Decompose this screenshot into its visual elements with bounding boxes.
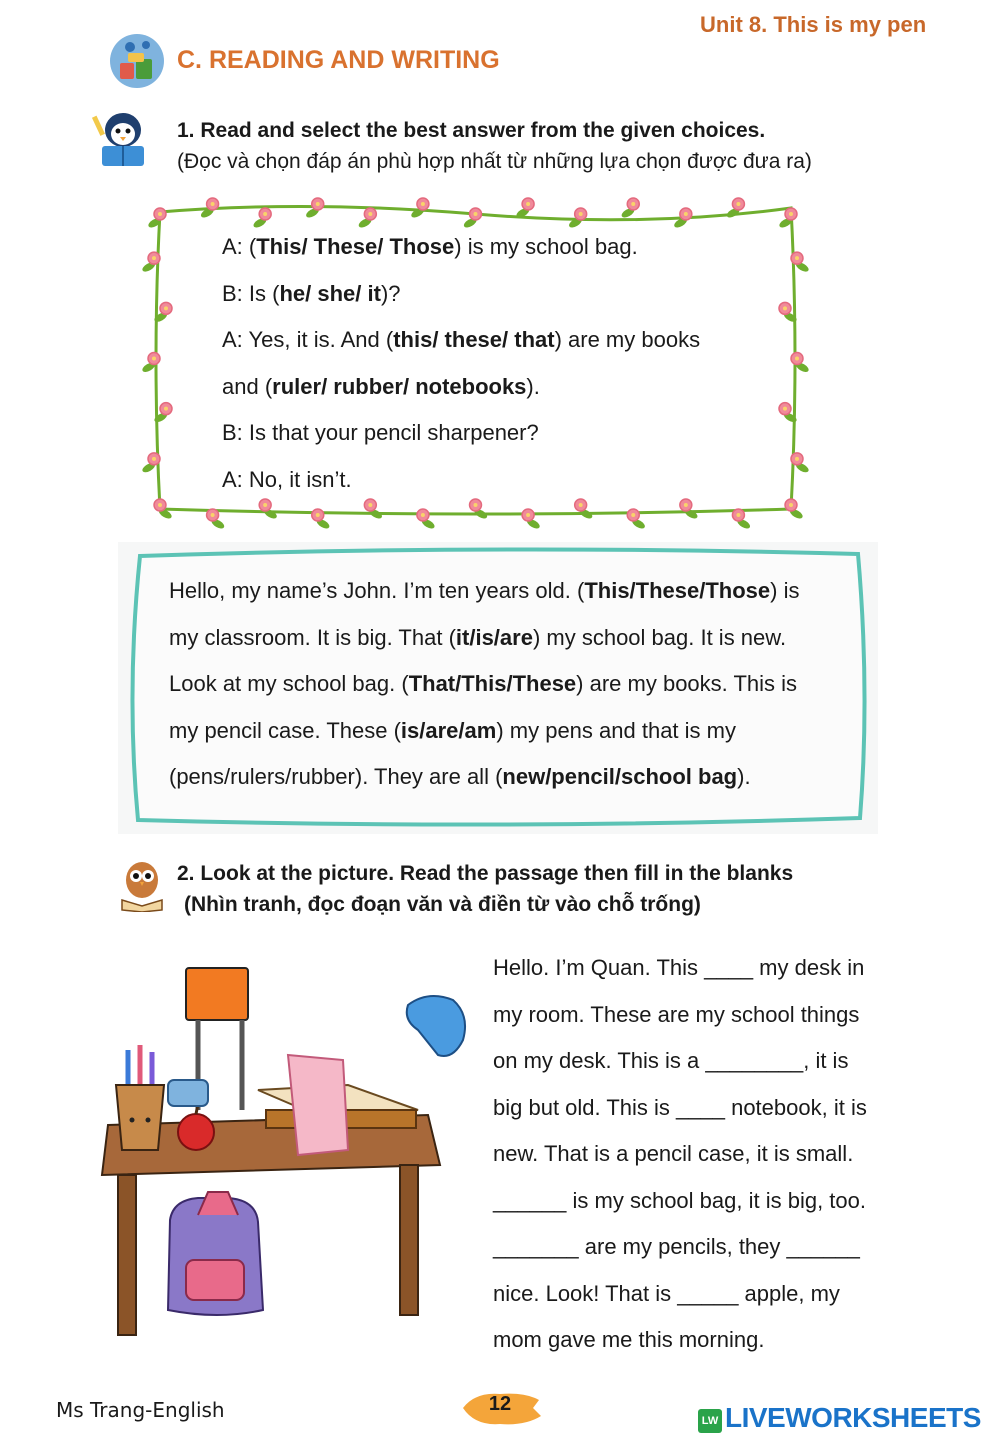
task1-title: 1. Read and select the best answer from the given choices.: [177, 119, 766, 142]
flower-center: [164, 407, 168, 411]
passage-line: [169, 661, 799, 708]
flower-center: [158, 212, 162, 216]
flower-center: [631, 202, 635, 206]
flower-center: [421, 513, 425, 517]
passage-2-line: my room. These are my school things: [493, 1001, 860, 1027]
flower-center: [368, 212, 372, 216]
answer-choices: That/This/These: [408, 671, 577, 696]
line-text: ) my school bag. It is new.: [532, 624, 787, 650]
passage-2-line: nice. Look! That is _____ apple, my: [493, 1280, 840, 1306]
passage-1: [169, 568, 799, 801]
flower-center: [526, 513, 530, 517]
task1-subtitle: (Đọc và chọn đáp án phù hợp nhất từ những lựa chọn được đưa ra): [177, 150, 812, 173]
flower-center: [684, 212, 688, 216]
dialogue-line: [222, 410, 700, 457]
flower-center: [789, 212, 793, 216]
flower-center: [211, 202, 215, 206]
passage-2-line: on my desk. This is a ________, it is: [493, 1048, 849, 1073]
line-text: ) is: [770, 578, 800, 603]
flower-center: [795, 256, 799, 260]
penguin-reading-icon: [92, 108, 154, 170]
answer-choices: this/ these/ that: [393, 327, 555, 352]
dialogue-line: [222, 457, 700, 504]
passage-2-line: Hello. I’m Quan. This ____ my desk in: [493, 955, 865, 980]
answer-choices: he/ she/ it: [279, 280, 381, 306]
line-text: ) are my books. This is: [576, 671, 798, 696]
answer-choices: This/ These/ Those: [256, 234, 455, 259]
passage-line: [169, 708, 799, 755]
flower-center: [579, 503, 583, 507]
dialogue-line: [222, 364, 700, 411]
flower-center: [579, 212, 583, 216]
passage-2-line: ______ is my school bag, it is big, too.: [493, 1187, 866, 1213]
desk-illustration: [98, 960, 478, 1350]
flower-center: [316, 513, 320, 517]
flower-center: [684, 503, 688, 507]
flower-center: [789, 503, 793, 507]
flower-center: [783, 407, 787, 411]
flower-center: [263, 503, 267, 507]
line-text: ) my pens and that is my: [496, 717, 736, 743]
dialogue: [222, 224, 700, 503]
dialogue-line: [222, 271, 700, 318]
flower-center: [795, 357, 799, 361]
flower-center: [474, 503, 478, 507]
task2-title: 2. Look at the picture. Read the passage then fill in the blanks: [177, 862, 794, 885]
unit-title: Unit 8. This is my pen: [700, 12, 927, 37]
flower-center: [152, 457, 156, 461]
flower-center: [631, 513, 635, 517]
passage-2-line: big but old. This is ____ notebook, it is: [493, 1094, 867, 1120]
line-text: my pencil case. These (: [169, 717, 401, 743]
passage-line: [169, 754, 799, 801]
passage-2-line: mom gave me this morning.: [493, 1327, 765, 1352]
line-text: my classroom. It is big. That (: [169, 624, 456, 650]
pointing-hand-icon: [407, 996, 465, 1056]
answer-choices: is/are/am: [400, 717, 497, 743]
dialogue-line: [222, 224, 700, 271]
line-text: and (: [222, 373, 273, 399]
passage-2-line: _______ are my pencils, they ______: [493, 1234, 860, 1259]
flower-center: [211, 513, 215, 517]
line-text: )?: [380, 280, 401, 306]
owl-reading-icon: [118, 856, 166, 912]
passage-2-line: new. That is a pencil case, it is small.: [493, 1141, 854, 1166]
flower-center: [736, 202, 740, 206]
passage-line: [169, 615, 799, 662]
flower-center: [164, 306, 168, 310]
line-text: B: Is that your pencil sharpener?: [222, 420, 539, 445]
line-text: A: (: [222, 234, 257, 259]
line-text: ) is my school bag.: [454, 234, 638, 259]
school-bag-icon: [108, 33, 166, 89]
flower-center: [526, 202, 530, 206]
flower-center: [783, 306, 787, 310]
line-text: (pens/rulers/rubber). They are all (: [169, 764, 503, 789]
line-text: ).: [526, 373, 540, 399]
passage-line: [169, 568, 799, 615]
section-title: C. READING AND WRITING: [177, 46, 500, 74]
answer-choices: new/pencil/school bag: [502, 764, 738, 789]
line-text: A: No, it isn’t.: [222, 466, 352, 492]
flower-center: [795, 457, 799, 461]
flower-center: [316, 202, 320, 206]
line-text: ).: [737, 764, 751, 789]
flower-center: [736, 513, 740, 517]
line-text: ) are my books: [554, 327, 701, 352]
answer-choices: it/is/are: [455, 624, 533, 650]
flower-center: [474, 212, 478, 216]
flower-center: [152, 256, 156, 260]
flower-center: [152, 357, 156, 361]
footer-author: Ms Trang-English: [56, 1398, 225, 1422]
flower-center: [421, 202, 425, 206]
answer-choices: This/These/Those: [584, 578, 771, 603]
liveworksheets-logo-icon: LW: [698, 1409, 722, 1433]
line-text: Look at my school bag. (: [169, 671, 409, 696]
line-text: B: Is (: [222, 280, 280, 306]
flower-center: [158, 503, 162, 507]
line-text: A: Yes, it is. And (: [222, 327, 394, 352]
answer-choices: ruler/ rubber/ notebooks: [272, 373, 527, 399]
flower-center: [368, 503, 372, 507]
line-text: Hello, my name’s John. I’m ten years old. (: [169, 578, 585, 603]
page-number: 12: [488, 1393, 512, 1415]
liveworksheets-brand: LIVEWORKSHEETS: [725, 1402, 981, 1433]
task2-subtitle: (Nhìn tranh, đọc đoạn văn và điền từ vào chỗ trống): [184, 893, 701, 916]
flower-center: [263, 212, 267, 216]
passage-2: [493, 945, 867, 1364]
dialogue-line: [222, 317, 700, 364]
